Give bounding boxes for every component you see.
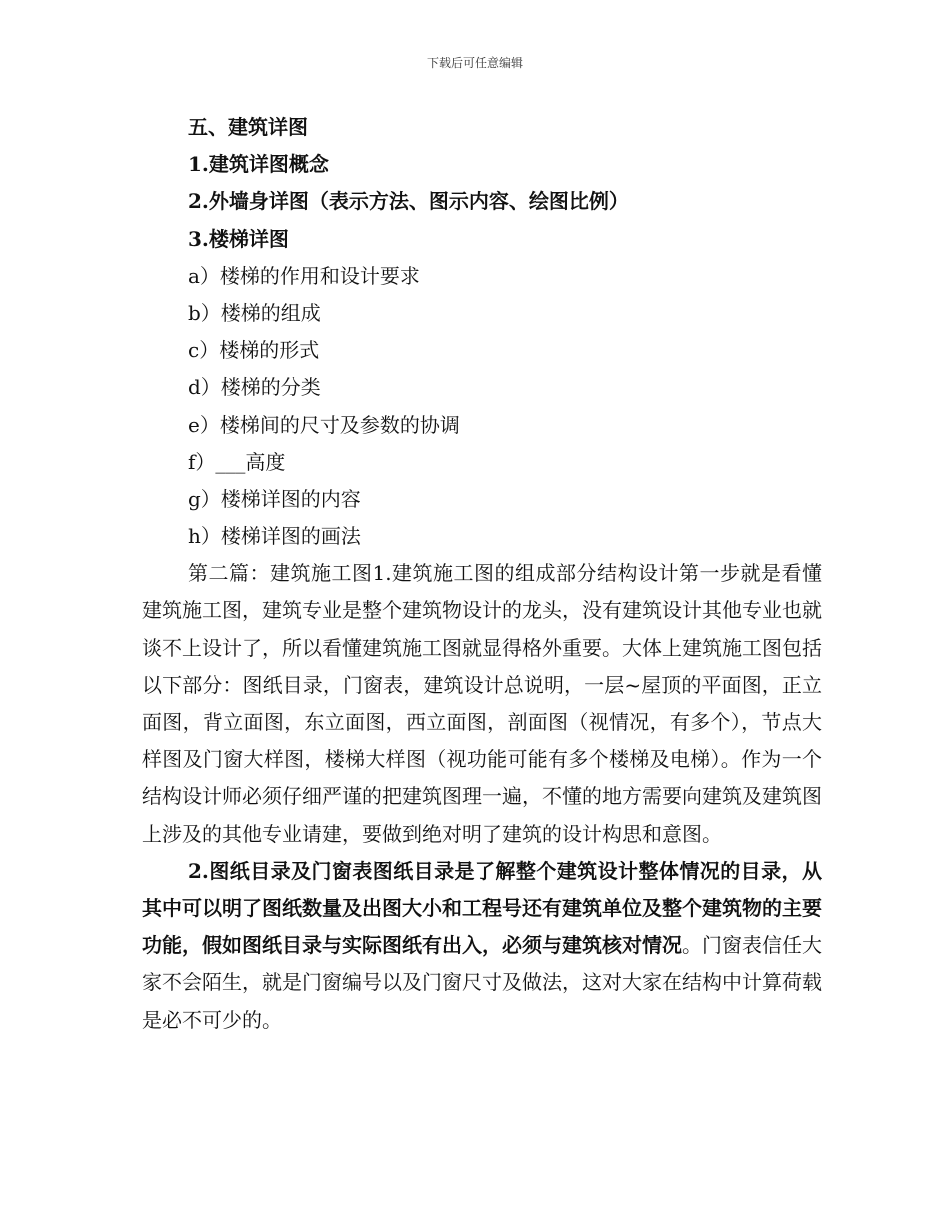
document-body: [142, 109, 822, 1039]
section-heading: 五、建筑详图: [188, 115, 308, 139]
section-item: 3.楼梯详图: [188, 226, 289, 251]
sub-item: a）楼梯的作用和设计要求: [188, 263, 420, 288]
sub-item: d）楼梯的分类: [188, 375, 321, 400]
sub-item: g）楼梯详图的内容: [188, 486, 361, 511]
page-header: 下载后可任意编辑: [426, 56, 523, 70]
sub-item: h）楼梯详图的画法: [188, 524, 361, 549]
bold-lead-text: 2.图纸目录及门窗表图纸目录是了解整个建筑设计整体情况的目录，从其中可以明了图纸数量及出图大小和工程号还有建筑单位及整个建筑物的主要功能，假如图纸目录与实际图纸有出入，必须与建筑核对情况: [142, 858, 822, 958]
sub-item: e）楼梯间的尺寸及参数的协调: [188, 412, 460, 437]
body-paragraph: [142, 853, 822, 1039]
body-paragraph: 第二篇：建筑施工图1.建筑施工图的组成部分结构设计第一步就是看懂建筑施工图，建筑专业是整个建筑物设计的龙头，没有建筑设计其他专业也就谈不上设计了，所以看懂建筑施工图就显得格外重要。大体上建筑施工图包括以下部分：图纸目录，门窗表，建筑设计总说明，一层~屋顶的平面图，正立面图，背立面图，东立面图，西立面图，剖面图（视情况，有多个），节点大样图及门窗大样图，楼梯大样图（视功能可能有多个楼梯及电梯）。作为一个结构设计师必须仔细严谨的把建筑图理一遍，不懂的地方需要向建筑及建筑图上涉及的其他专业请建，要做到绝对明了建筑的设计构思和意图。: [142, 561, 822, 846]
sub-item: c）楼梯的形式: [188, 338, 320, 363]
paragraph-text: 。门窗表信任大家不会陌生，就是门窗编号以及门窗尺寸及做法，这对大家在结构中计算荷载是必不可少的。: [142, 933, 822, 1032]
section-item: 1.建筑详图概念: [188, 152, 329, 177]
section-item: 2.外墙身详图（表示方法、图示内容、绘图比例）: [188, 189, 629, 214]
sub-item: f）___高度: [188, 449, 286, 474]
sub-item: b）楼梯的组成: [188, 300, 321, 325]
